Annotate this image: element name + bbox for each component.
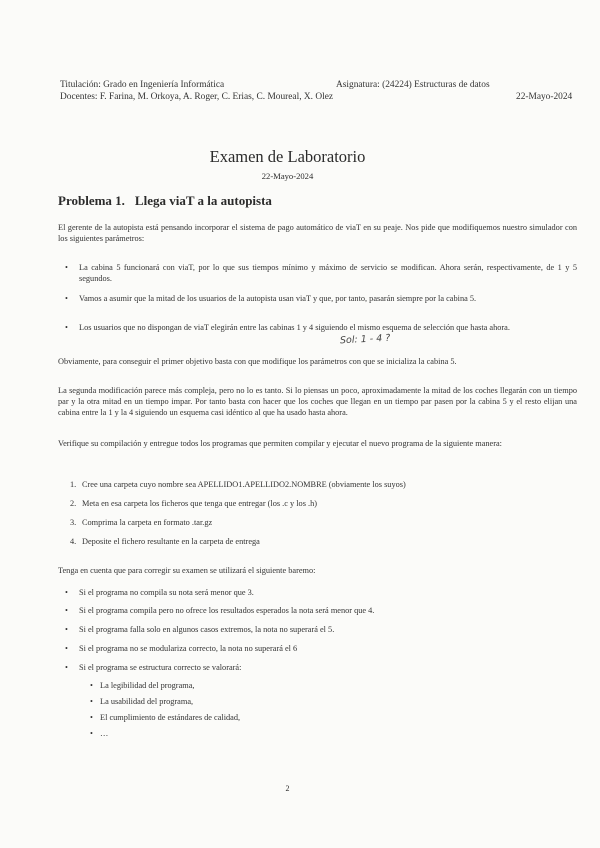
handwritten-note: Sol: 1 - 4 ? — [339, 332, 391, 347]
problem-number: Problema 1. — [58, 193, 125, 208]
list-item: • Vamos a asumir que la mitad de los usuarios de la autopista usan viaT y que, por tanto, pasarán siempre por la cabina 5. — [65, 294, 477, 303]
list-item: 3. Comprima la carpeta en formato .tar.gz — [70, 518, 213, 527]
problem-title: Llega viaT a la autopista — [134, 193, 272, 208]
problem-heading — [58, 193, 272, 209]
bullet-icon: • — [65, 294, 68, 303]
bullet-icon: • — [65, 644, 68, 653]
second-change-paragraph: La segunda modificación parece más compleja, pero no lo es tanto. Si lo piensas un poco, aproximadamente la mitad de los coches llegarán con un tiempo par y la otra mitad en un tiempo impar. Por tanto basta con hacer que los coches que llegan en un tiempo par pasen por la cabina 5 y el resto elijan una cabina entre la 1 y la 4 siguiendo un esquema casi idéntico al que ha usado hasta ahora. — [58, 386, 577, 418]
list-item: • Si el programa se estructura correcto se valorará: — [65, 663, 242, 672]
list-item: • La usabilidad del programa, — [90, 697, 194, 706]
header-degree: Titulación: Grado en Ingeniería Informática — [60, 80, 225, 90]
header-subject: Asignatura: (24224) Estructuras de datos — [336, 80, 490, 90]
bullet-icon: • — [90, 713, 93, 722]
list-item: 4. Deposite el fichero resultante en la carpeta de entrega — [70, 537, 260, 546]
list-item: • … — [90, 729, 109, 738]
instructions-paragraph: Verifique su compilación y entregue todos los programas que permiten compilar y ejecutar el nuevo programa de la siguiente manera: — [58, 439, 502, 448]
list-item: • Si el programa no se modulariza correcto, la nota no superará el 6 — [65, 644, 298, 653]
bullet-icon: • — [65, 588, 68, 597]
bullet-icon: • — [65, 625, 68, 634]
grading-paragraph: Tenga en cuenta que para corregir su examen se utilizará el siguiente baremo: — [58, 566, 316, 575]
header-teachers: Docentes: F. Farina, M. Orkoya, A. Roger, C. Erias, C. Moureal, X. Olez — [60, 92, 334, 102]
bullet-icon: • — [90, 729, 93, 738]
list-item: • La cabina 5 funcionará con viaT, por lo que sus tiempos mínimo y máximo de servicio se modifican. Ahora serán, respectivamente, de 1 y 5 segundos. — [65, 263, 577, 284]
list-item: • Si el programa no compila su nota será menor que 3. — [65, 588, 254, 597]
bullet-icon: • — [90, 697, 93, 706]
exam-date: 22-Mayo-2024 — [261, 171, 314, 181]
page-title: Examen de Laboratorio — [209, 147, 366, 166]
page-number: 2 — [285, 784, 290, 793]
bullet-icon: • — [65, 663, 68, 672]
objective-paragraph: Obviamente, para conseguir el primer objetivo basta con que modifique los parámetros con que se inicializa la cabina 5. — [58, 357, 457, 366]
bullet-icon: • — [65, 263, 68, 272]
list-item: 2. Meta en esa carpeta los ficheros que tenga que entregar (los .c y los .h) — [70, 499, 317, 508]
bullet-icon: • — [65, 323, 68, 332]
list-item: • Si el programa compila pero no ofrece los resultados esperados la nota será menor que 4. — [65, 606, 375, 615]
header-date: 22-Mayo-2024 — [516, 92, 573, 102]
list-item: • Los usuarios que no dispongan de viaT elegirán entre las cabinas 1 y 4 siguiendo el mismo esquema de selección que hasta ahora. — [65, 323, 510, 332]
bullet-icon: • — [65, 606, 68, 615]
list-item: • El cumplimiento de estándares de calidad, — [90, 713, 241, 722]
list-item: 1. Cree una carpeta cuyo nombre sea APELLIDO1.APELLIDO2.NOMBRE (obviamente los suyos) — [70, 480, 406, 489]
list-item: • Si el programa falla solo en algunos casos extremos, la nota no superará el 5. — [65, 625, 335, 634]
intro-paragraph: El gerente de la autopista está pensando incorporar el sistema de pago automático de viaT en su peaje. Nos pide que modifiquemos nuestro simulador con los siguientes parámetros: — [58, 223, 577, 244]
bullet-icon: • — [90, 681, 93, 690]
list-item: • La legibilidad del programa, — [90, 681, 195, 690]
